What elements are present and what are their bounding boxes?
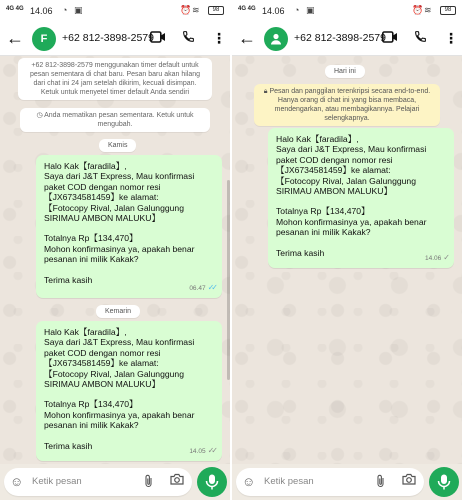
avatar[interactable]: F [32,27,56,51]
battery-indicator: 98 [208,6,224,15]
message-input-bar [232,464,462,500]
message-text: Terima kasih [44,274,93,285]
message-bubble[interactable] [36,321,222,461]
battery-indicator: 98 [440,6,456,15]
signal-indicator: 4G 4G [6,6,24,12]
video-call-icon[interactable] [382,30,398,46]
chat-header [0,22,230,56]
date-separator: Kemarin [96,305,140,318]
attach-icon[interactable] [144,474,153,491]
message-bubble[interactable] [36,155,222,298]
message-text: Totalnya Rp【134,470】 Mohon konfirmasinya ya, apakah benar pesanan ini milik Kakak? [44,399,195,431]
message-text: Halo Kak【faradila】, Saya dari J&T Express, Mau konfirmasi paket COD dengan nomor resi【JX6734581459】ke alamat: 【Fotocopy Rival, Jalan Galunggung SIRIMAU AMBON MALUKU】 [44,161,195,224]
message-input[interactable] [4,468,192,496]
message-bubble[interactable] [268,128,454,268]
message-text: Terima kasih [44,440,93,451]
message-text: Totalnya Rp【134,470】 Mohon konfirmasinya ya, apakah benar pesanan ini milik Kakak? [276,206,427,238]
mic-button[interactable] [429,467,459,497]
alarm-icon: ⏰ [180,5,192,15]
timer-icon: ◷ [36,112,45,119]
delivered-ticks-icon: ✓✓ [207,445,215,455]
back-arrow-icon[interactable]: ← [6,28,24,48]
contact-phone-number[interactable]: +62 812-3898-2579 [62,32,154,44]
status-time: 14.06 [262,6,285,16]
wifi-icon: ≋ [424,5,432,15]
chat-pane-left [0,0,230,500]
message-text: Halo Kak【faradila】, Saya dari J&T Express, Mau konfirmasi paket COD dengan nomor resi【JX6734581459】ke alamat: 【Fotocopy Rival, Jalan Galunggung SIRIMAU AMBON MALUKU】 [44,327,195,390]
chat-pane-right [232,0,462,500]
image-icon: ▣ [74,5,83,15]
image-icon: ▣ [306,5,315,15]
date-separator: Kamis [99,139,136,152]
status-time: 14.06 [30,6,53,16]
message-input-placeholder: Ketik pesan [264,476,314,487]
emoji-icon[interactable]: ☺ [242,474,256,489]
read-ticks-icon: ✓✓ [207,282,215,292]
message-input[interactable] [236,468,424,496]
emoji-icon[interactable]: ☺ [10,474,24,489]
voice-call-icon[interactable] [182,30,195,46]
whatsapp-icon: ◔ [294,5,300,15]
disappearing-off-notice[interactable]: ◷ Anda mematikan pesan sementara. Ketuk untuk mengubah. [20,108,210,132]
voice-call-icon[interactable] [414,30,427,46]
message-time: 06.47 ✓✓ [189,282,215,292]
contact-phone-number[interactable]: +62 812-3898-2579 [294,32,386,44]
message-text: Totalnya Rp【134,470】 Mohon konfirmasinya ya, apakah benar pesanan ini milik Kakak? [44,233,195,265]
mic-button[interactable] [197,467,227,497]
camera-icon[interactable] [170,473,184,488]
message-text: Terima kasih [276,247,325,258]
attach-icon[interactable] [376,474,385,491]
mic-icon [437,474,451,490]
message-time: 14.05 ✓✓ [189,445,215,455]
sent-tick-icon: ✓ [443,252,447,262]
person-icon [270,33,282,45]
video-call-icon[interactable] [150,30,166,46]
more-options-icon[interactable]: ⋮ [212,30,226,46]
timer-default-notice[interactable]: +62 812-3898-2579 menggunakan timer default untuk pesan sementara di chat baru. Pesan baru akan hilang dari chat ini 24 jam setelah dikirim, kecuali disimpan. Ketuk untuk menyetel timer default Anda sendiri [18,58,212,100]
avatar[interactable] [264,27,288,51]
chat-header [232,22,462,56]
lock-icon: 🔒︎ [263,88,270,95]
more-options-icon[interactable]: ⋮ [444,30,458,46]
wifi-icon: ≋ [192,5,200,15]
status-bar [232,0,462,22]
status-bar [0,0,230,22]
message-time: 14.06 ✓ [425,252,447,262]
whatsapp-icon: ◔ [62,5,68,15]
camera-icon[interactable] [402,473,416,488]
signal-indicator: 4G 4G [238,6,256,12]
back-arrow-icon[interactable]: ← [238,28,256,48]
alarm-icon: ⏰ [412,5,424,15]
encryption-notice[interactable]: 🔒︎ Pesan dan panggilan terenkripsi secara end-to-end. Hanya orang di chat ini yang bisa membaca, mendengarkan, atau membagikannya. Pelajari selengkapnya. [254,84,440,126]
message-input-placeholder: Ketik pesan [32,476,82,487]
mic-icon [205,474,219,490]
date-separator: Hari ini [325,65,365,78]
message-input-bar [0,464,230,500]
message-text: Halo Kak【faradila】, Saya dari J&T Express, Mau konfirmasi paket COD dengan nomor resi【JX6734581459】ke alamat: 【Fotocopy Rival, Jalan Galunggung SIRIMAU AMBON MALUKU】 [276,134,427,197]
